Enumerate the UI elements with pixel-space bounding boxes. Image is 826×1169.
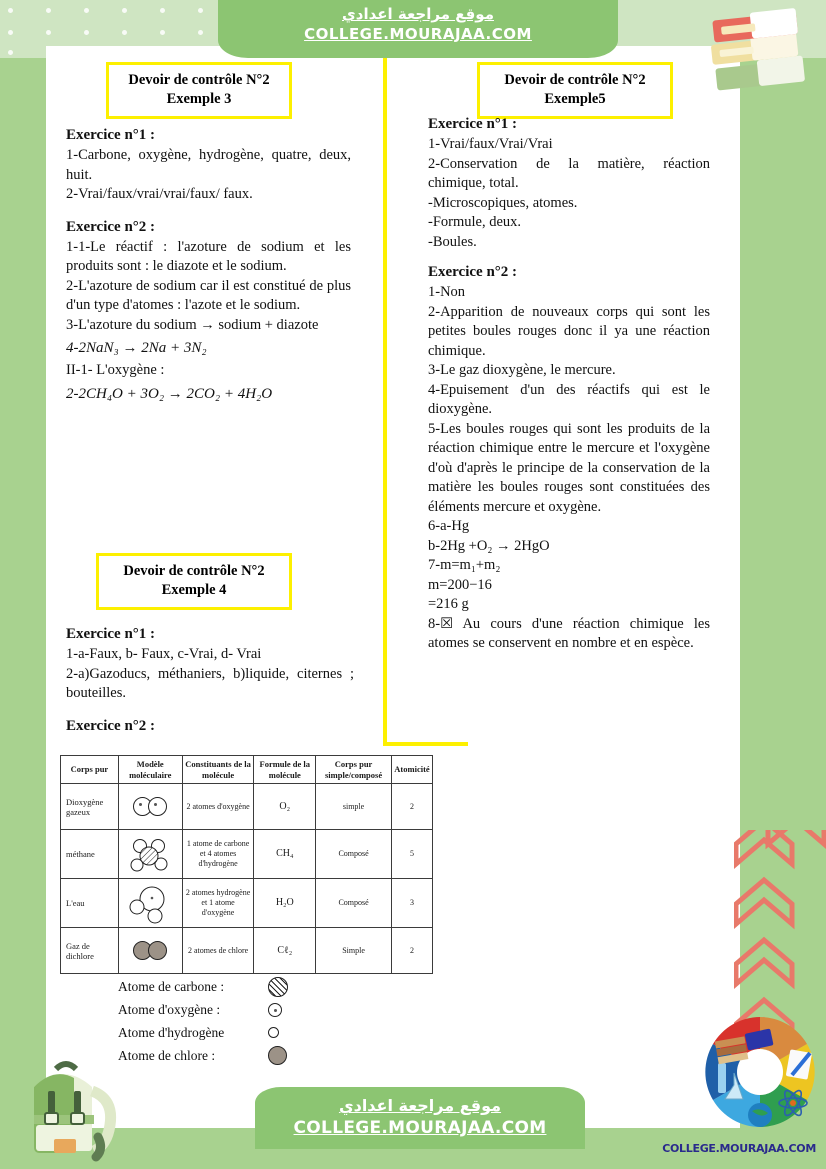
methane-model-icon [121, 833, 180, 875]
cell-model-3 [118, 928, 182, 974]
right-ex1-line-4: -Formule, deux. [428, 214, 522, 230]
left-ex1-line-1: 1-Carbone, oxygène, hydrogène, quatre, deux, huit. [66, 147, 351, 183]
oxygen-atom-icon [268, 1003, 282, 1017]
cell-corps-0: Dioxygène gazeux [61, 784, 119, 830]
right-ex2-heading: Exercice n°2 : [428, 264, 518, 280]
th-formule: Formule de la molécule [254, 756, 316, 784]
right-ex1-line-5: -Boules. [428, 233, 477, 250]
cell-const-1: 1 atome de carbone et 4 atomes d'hydrogène [182, 830, 254, 879]
dichlorine-model-icon [121, 941, 180, 960]
right-ex2-line-7: b-2Hg +O₂ → 2HgO [428, 537, 550, 554]
title-box-exemple5-line2: Exemple5 [544, 91, 606, 107]
right-ex2-line-10: =216 g [428, 596, 469, 612]
left-ex2-heading: Exercice n°2 : [66, 218, 156, 235]
footer-url-text: COLLEGE.MOURAJAA.COM [293, 1118, 547, 1138]
legend-label-carbon: Atome de carbone : [118, 978, 225, 994]
dioxygen-model-icon [121, 797, 180, 816]
title-box-exemple5-line1: Devoir de contrôle N°2 [504, 72, 646, 88]
legend-item-chlorine [118, 1044, 288, 1067]
table-row [61, 784, 433, 830]
right-ex2-line-5: 5-Les boules rouges qui sont les produits de la réaction chimique entre le mercure et l'oxygène d'où d'après le principe de la conservation de la matière les boules rouges sont constituées des éléments mercure et oxygène. [428, 420, 710, 515]
left-ex4-ex2-heading: Exercice n°2 : [66, 717, 156, 734]
legend-label-oxygen: Atome d'oxygène : [118, 1001, 221, 1017]
cell-formule-2: H₂O [254, 879, 316, 928]
th-simple-compose: Corps pur simple/composé [316, 756, 392, 784]
cell-model-2 [118, 879, 182, 928]
th-atomicite: Atomicité [391, 756, 432, 784]
molecule-table-header-row [61, 756, 433, 784]
cell-model-0 [118, 784, 182, 830]
right-ex1-line-3: -Microscopiques, atomes. [428, 194, 578, 211]
left-equation-4-label: 4- [66, 340, 79, 356]
cell-formule-0: O₂ [254, 784, 316, 830]
legend-label-hydrogen: Atome d'hydrogène [118, 1024, 225, 1040]
table-row [61, 879, 433, 928]
left-ex4-ex1-line-2: 2-a)Gazoducs, méthaniers, b)liquide, citernes ; bouteilles. [66, 665, 354, 701]
left-ex4-ex1-line-1: 1-a-Faux, b- Faux, c-Vrai, d- Vrai [66, 646, 262, 662]
title-box-exemple4 [96, 553, 292, 610]
table-row [61, 830, 433, 879]
cell-atomicite-1: 5 [391, 830, 432, 879]
left-ex2-part2-heading: II-1- L'oxygène : [66, 362, 165, 378]
site-footer-banner [255, 1087, 585, 1149]
column-divider-horizontal [383, 742, 468, 746]
molecule-table [60, 755, 433, 974]
header-url-text: COLLEGE.MOURAJAA.COM [304, 25, 532, 43]
stacked-books-icon [696, 2, 822, 106]
footer-arabic-text: موقع مراجعة اعدادي [338, 1096, 502, 1115]
cell-formule-1: CH₄ [254, 830, 316, 879]
left-ex2-line-1: 1-1-Le réactif : l'azoture de sodium et les produits sont : le diazote et le sodium. [66, 238, 351, 274]
left-ex2-line-3: 3-L'azoture du sodium → sodium + diazote [66, 316, 319, 333]
column-divider-vertical [383, 56, 387, 746]
right-ex2-line-3: 3-Le gaz dioxygène, le mercure. [428, 362, 616, 378]
education-wheel-icon [700, 1011, 820, 1133]
backpack-icon [4, 1047, 122, 1165]
right-ex1-heading: Exercice n°1 : [428, 116, 518, 132]
title-box-exemple5 [477, 62, 673, 119]
th-modele: Modèle moléculaire [118, 756, 182, 784]
right-ex2-line-1: 1-Non [428, 284, 466, 300]
cell-atomicite-2: 3 [391, 879, 432, 928]
legend-item-hydrogen [118, 1021, 288, 1044]
cell-atomicite-0: 2 [391, 784, 432, 830]
left-ex1-heading: Exercice n°1 : [66, 127, 156, 143]
cell-const-3: 2 atomes de chlore [182, 928, 254, 974]
right-ex2-line-4: 4-Epuisement d'un des réactifs qui est le dioxygène. [428, 381, 710, 417]
left-equation-2-body: 2CH₄O + 3O₂ → 2CO₂ + 4H₂O [78, 385, 273, 402]
right-ex2-line-11: 8-☒ Au cours d'une réaction chimique les atomes se conservent en nombre et en espèce. [428, 615, 710, 651]
cell-type-3: Simple [316, 928, 392, 974]
title-box-exemple3 [106, 62, 292, 119]
cell-const-0: 2 atomes d'oxygène [182, 784, 254, 830]
water-model-icon [121, 882, 180, 924]
th-corps-pur: Corps pur [61, 756, 119, 784]
cell-corps-3: Gaz de dichlore [61, 928, 119, 974]
table-row [61, 928, 433, 974]
right-column-content [428, 114, 710, 654]
right-ex2-line-2: 2-Apparition de nouveaux corps qui sont les petites boules rouges donc il ya une réaction chimique. [428, 303, 710, 359]
left-ex4-ex1-heading: Exercice n°1 : [66, 626, 156, 642]
header-arabic-text: موقع مراجعة اعدادي [342, 5, 494, 23]
cell-type-2: Composé [316, 879, 392, 928]
cell-corps-2: L'eau [61, 879, 119, 928]
right-ex2-line-9: m=200−16 [428, 576, 492, 593]
cell-type-1: Composé [316, 830, 392, 879]
title-box-exemple3-line1: Devoir de contrôle N°2 [128, 72, 270, 88]
legend-item-carbon [118, 975, 288, 998]
carbon-atom-icon [268, 977, 288, 997]
cell-type-0: simple [316, 784, 392, 830]
title-box-exemple4-line2: Exemple 4 [161, 582, 227, 598]
left-equation-4 [66, 335, 351, 361]
left-equation-4-body: 2NaN₃ → 2Na + 3N₂ [78, 340, 207, 356]
title-box-exemple4-line1: Devoir de contrôle N°2 [123, 563, 265, 579]
chlorine-atom-icon [268, 1046, 287, 1065]
right-ex1-line-2: 2-Conservation de la matière, réaction chimique, total. [428, 155, 710, 191]
cell-const-2: 2 atomes hydrogène et 1 atome d'oxygène [182, 879, 254, 928]
cell-formule-3: Cℓ₂ [254, 928, 316, 974]
hydrogen-atom-icon [268, 1027, 279, 1038]
site-header-banner [218, 0, 618, 58]
cell-model-1 [118, 830, 182, 879]
left-column-content [66, 125, 351, 407]
cell-corps-1: méthane [61, 830, 119, 879]
right-ex2-line-8: 7-m=m₁+m₂ [428, 557, 501, 573]
legend-item-oxygen [118, 998, 288, 1021]
corner-watermark-url: COLLEGE.MOURAJAA.COM [662, 1142, 816, 1155]
left-ex2-line-2: 2-L'azoture de sodium car il est constitué de plus d'un type d'atomes : l'azote et le sodium. [66, 277, 351, 313]
right-ex1-line-1: 1-Vrai/faux/Vrai/Vrai [428, 136, 553, 152]
left-equation-2 [66, 381, 351, 407]
legend-label-chlorine: Atome de chlore : [118, 1047, 216, 1063]
title-box-exemple3-line2: Exemple 3 [166, 91, 232, 107]
atom-legend [118, 975, 288, 1067]
left-equation-2-label: 2- [66, 385, 79, 402]
cell-atomicite-3: 2 [391, 928, 432, 974]
left-ex1-line-2: 2-Vrai/faux/vrai/vrai/faux/ faux. [66, 186, 253, 202]
right-ex2-line-6: 6-a-Hg [428, 518, 470, 534]
left-column-exemple4-content [66, 624, 354, 737]
th-constituants: Constituants de la molécule [182, 756, 254, 784]
